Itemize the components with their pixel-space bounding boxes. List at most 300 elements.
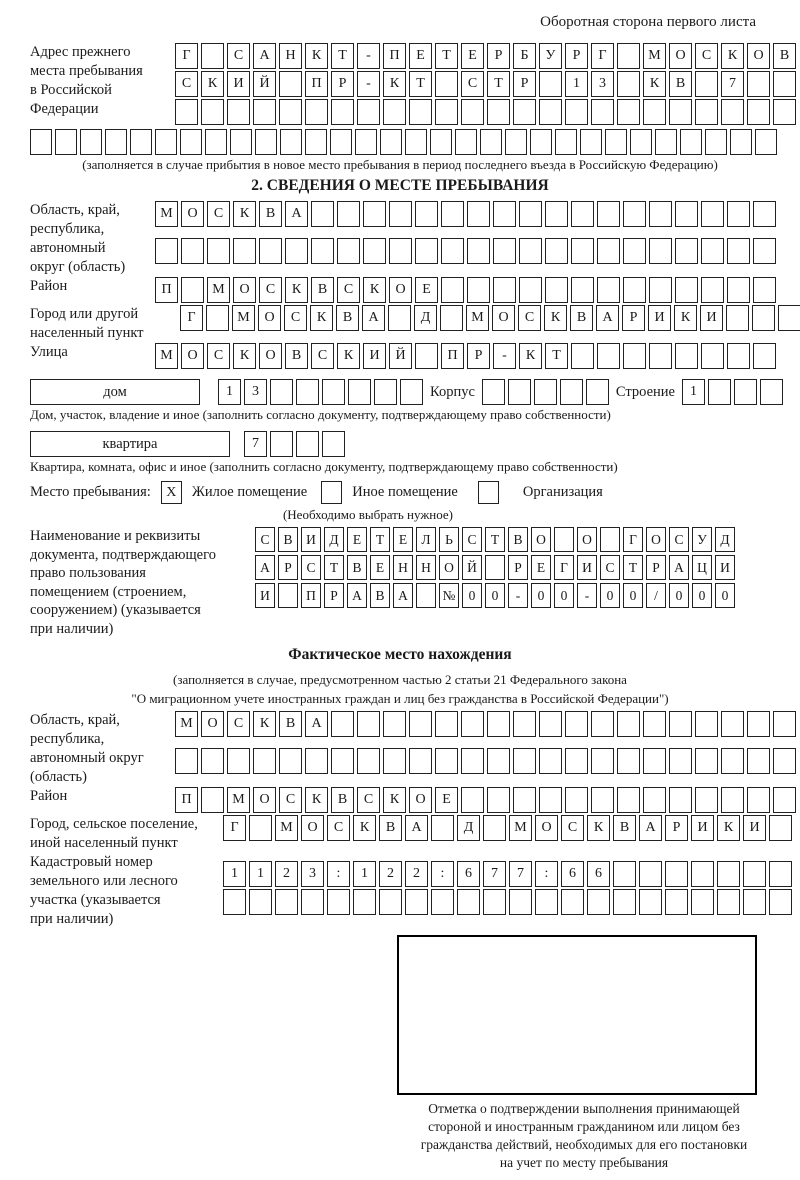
char-cell[interactable]: С (311, 343, 334, 369)
char-cell[interactable] (519, 277, 542, 303)
char-cell[interactable] (201, 787, 224, 813)
char-cell[interactable] (639, 861, 662, 887)
char-cell[interactable]: Г (554, 555, 574, 580)
char-cell[interactable]: 7 (509, 861, 532, 887)
char-cell[interactable]: В (773, 43, 796, 69)
char-cell[interactable]: Р (665, 815, 688, 841)
char-cell[interactable]: 7 (244, 431, 267, 457)
char-cell[interactable] (680, 129, 702, 155)
char-cell[interactable] (483, 889, 506, 915)
char-cell[interactable] (322, 379, 345, 405)
char-cell[interactable]: И (691, 815, 714, 841)
char-cell[interactable]: И (363, 343, 386, 369)
char-cell[interactable]: К (519, 343, 542, 369)
char-cell[interactable] (201, 99, 224, 125)
char-cell[interactable]: Н (393, 555, 413, 580)
char-cell[interactable] (701, 201, 724, 227)
char-cell[interactable] (613, 889, 636, 915)
char-cell[interactable] (565, 711, 588, 737)
char-cell[interactable] (591, 711, 614, 737)
char-cell[interactable] (487, 787, 510, 813)
char-cell[interactable]: С (301, 555, 321, 580)
char-cell[interactable] (311, 238, 334, 264)
char-cell[interactable]: 0 (715, 583, 735, 608)
char-cell[interactable] (270, 431, 293, 457)
char-cell[interactable]: О (201, 711, 224, 737)
char-cell[interactable] (337, 201, 360, 227)
char-cell[interactable] (539, 711, 562, 737)
char-cell[interactable] (130, 129, 152, 155)
char-cell[interactable] (519, 201, 542, 227)
char-cell[interactable] (253, 99, 276, 125)
char-cell[interactable] (773, 748, 796, 774)
char-cell[interactable] (721, 748, 744, 774)
char-cell[interactable] (597, 238, 620, 264)
char-cell[interactable]: К (285, 277, 308, 303)
char-cell[interactable] (348, 379, 371, 405)
char-cell[interactable]: С (600, 555, 620, 580)
char-cell[interactable]: - (357, 71, 380, 97)
char-cell[interactable]: К (587, 815, 610, 841)
char-cell[interactable] (617, 711, 640, 737)
char-cell[interactable]: Д (324, 527, 344, 552)
char-cell[interactable]: Ц (692, 555, 712, 580)
char-cell[interactable]: 6 (587, 861, 610, 887)
char-cell[interactable] (255, 129, 277, 155)
char-cell[interactable] (649, 343, 672, 369)
char-cell[interactable]: : (431, 861, 454, 887)
char-cell[interactable] (545, 201, 568, 227)
char-cell[interactable] (669, 99, 692, 125)
char-cell[interactable]: К (305, 43, 328, 69)
char-cell[interactable] (275, 889, 298, 915)
char-cell[interactable] (487, 748, 510, 774)
char-cell[interactable] (617, 99, 640, 125)
char-cell[interactable]: А (393, 583, 413, 608)
char-cell[interactable]: 7 (721, 71, 744, 97)
char-cell[interactable] (383, 711, 406, 737)
char-cell[interactable] (539, 99, 562, 125)
char-cell[interactable]: С (561, 815, 584, 841)
char-cell[interactable]: Р (622, 305, 645, 331)
char-cell[interactable]: О (747, 43, 770, 69)
char-cell[interactable]: К (544, 305, 567, 331)
char-cell[interactable]: Т (370, 527, 390, 552)
char-cell[interactable] (643, 787, 666, 813)
char-cell[interactable]: С (175, 71, 198, 97)
char-cell[interactable]: С (207, 343, 230, 369)
char-cell[interactable] (675, 201, 698, 227)
char-cell[interactable] (717, 889, 740, 915)
char-cell[interactable] (80, 129, 102, 155)
char-cell[interactable]: Г (223, 815, 246, 841)
char-cell[interactable]: А (669, 555, 689, 580)
char-cell[interactable] (457, 889, 480, 915)
char-cell[interactable]: Е (409, 43, 432, 69)
char-cell[interactable] (773, 71, 796, 97)
char-cell[interactable]: 3 (301, 861, 324, 887)
char-cell[interactable]: И (301, 527, 321, 552)
char-cell[interactable] (285, 238, 308, 264)
char-cell[interactable] (431, 889, 454, 915)
char-cell[interactable]: С (669, 527, 689, 552)
char-cell[interactable] (485, 555, 505, 580)
char-cell[interactable]: Р (513, 71, 536, 97)
char-cell[interactable] (105, 129, 127, 155)
char-cell[interactable] (305, 129, 327, 155)
char-cell[interactable]: В (336, 305, 359, 331)
char-cell[interactable]: 1 (682, 379, 705, 405)
char-cell[interactable] (409, 99, 432, 125)
char-cell[interactable]: И (743, 815, 766, 841)
char-cell[interactable]: Й (389, 343, 412, 369)
char-cell[interactable] (383, 748, 406, 774)
char-cell[interactable]: О (492, 305, 515, 331)
char-cell[interactable] (773, 711, 796, 737)
char-cell[interactable] (388, 305, 411, 331)
char-cell[interactable] (357, 711, 380, 737)
char-cell[interactable]: Т (331, 43, 354, 69)
char-cell[interactable]: Е (393, 527, 413, 552)
char-cell[interactable]: П (305, 71, 328, 97)
char-cell[interactable] (206, 305, 229, 331)
char-cell[interactable] (389, 201, 412, 227)
char-cell[interactable] (280, 129, 302, 155)
char-cell[interactable]: В (331, 787, 354, 813)
char-cell[interactable]: В (279, 711, 302, 737)
char-cell[interactable]: В (347, 555, 367, 580)
char-cell[interactable]: 2 (405, 861, 428, 887)
char-cell[interactable] (571, 277, 594, 303)
house-type-box[interactable]: дом (30, 379, 200, 405)
char-cell[interactable] (278, 583, 298, 608)
char-cell[interactable]: О (535, 815, 558, 841)
char-cell[interactable]: О (181, 201, 204, 227)
char-cell[interactable]: Т (487, 71, 510, 97)
char-cell[interactable] (233, 238, 256, 264)
char-cell[interactable] (207, 238, 230, 264)
char-cell[interactable]: 0 (531, 583, 551, 608)
char-cell[interactable]: 1 (353, 861, 376, 887)
char-cell[interactable] (705, 129, 727, 155)
char-cell[interactable] (695, 711, 718, 737)
char-cell[interactable] (513, 748, 536, 774)
char-cell[interactable] (441, 238, 464, 264)
char-cell[interactable] (675, 277, 698, 303)
char-cell[interactable] (493, 277, 516, 303)
char-cell[interactable] (223, 889, 246, 915)
char-cell[interactable] (279, 748, 302, 774)
char-cell[interactable] (337, 238, 360, 264)
char-cell[interactable]: В (669, 71, 692, 97)
char-cell[interactable] (539, 748, 562, 774)
char-cell[interactable]: С (462, 527, 482, 552)
char-cell[interactable]: К (721, 43, 744, 69)
char-cell[interactable]: С (284, 305, 307, 331)
char-cell[interactable]: 0 (600, 583, 620, 608)
char-cell[interactable]: О (233, 277, 256, 303)
char-cell[interactable] (180, 129, 202, 155)
char-cell[interactable] (617, 71, 640, 97)
char-cell[interactable] (773, 787, 796, 813)
char-cell[interactable]: 0 (554, 583, 574, 608)
char-cell[interactable]: Р (278, 555, 298, 580)
char-cell[interactable] (587, 889, 610, 915)
char-cell[interactable] (655, 129, 677, 155)
char-cell[interactable] (355, 129, 377, 155)
char-cell[interactable]: В (613, 815, 636, 841)
char-cell[interactable] (331, 99, 354, 125)
char-cell[interactable] (435, 99, 458, 125)
char-cell[interactable] (230, 129, 252, 155)
char-cell[interactable] (747, 71, 770, 97)
char-cell[interactable]: Р (565, 43, 588, 69)
char-cell[interactable] (565, 99, 588, 125)
char-cell[interactable]: 2 (275, 861, 298, 887)
char-cell[interactable]: С (255, 527, 275, 552)
char-cell[interactable]: Л (416, 527, 436, 552)
char-cell[interactable] (747, 99, 770, 125)
char-cell[interactable]: Т (324, 555, 344, 580)
char-cell[interactable] (155, 238, 178, 264)
char-cell[interactable]: У (692, 527, 712, 552)
char-cell[interactable]: В (311, 277, 334, 303)
char-cell[interactable] (669, 787, 692, 813)
char-cell[interactable] (493, 238, 516, 264)
char-cell[interactable] (597, 343, 620, 369)
char-cell[interactable] (753, 201, 776, 227)
char-cell[interactable] (605, 129, 627, 155)
char-cell[interactable] (363, 201, 386, 227)
char-cell[interactable]: Т (409, 71, 432, 97)
char-cell[interactable]: 0 (669, 583, 689, 608)
char-cell[interactable]: Н (416, 555, 436, 580)
char-cell[interactable]: С (327, 815, 350, 841)
char-cell[interactable]: К (233, 343, 256, 369)
char-cell[interactable]: А (405, 815, 428, 841)
char-cell[interactable]: 0 (485, 583, 505, 608)
char-cell[interactable] (305, 99, 328, 125)
char-cell[interactable]: Т (545, 343, 568, 369)
char-cell[interactable]: С (279, 787, 302, 813)
char-cell[interactable]: О (646, 527, 666, 552)
char-cell[interactable]: С (259, 277, 282, 303)
char-cell[interactable]: Р (508, 555, 528, 580)
char-cell[interactable]: Е (531, 555, 551, 580)
char-cell[interactable] (513, 99, 536, 125)
char-cell[interactable]: М (275, 815, 298, 841)
char-cell[interactable] (330, 129, 352, 155)
char-cell[interactable] (201, 748, 224, 774)
char-cell[interactable] (743, 889, 766, 915)
stay-option-checkbox-other[interactable] (321, 481, 342, 504)
char-cell[interactable]: А (347, 583, 367, 608)
char-cell[interactable] (455, 129, 477, 155)
char-cell[interactable]: К (310, 305, 333, 331)
char-cell[interactable] (597, 277, 620, 303)
char-cell[interactable]: Г (591, 43, 614, 69)
char-cell[interactable] (695, 71, 718, 97)
char-cell[interactable] (405, 889, 428, 915)
char-cell[interactable] (571, 343, 594, 369)
char-cell[interactable]: Т (485, 527, 505, 552)
char-cell[interactable]: В (259, 201, 282, 227)
char-cell[interactable] (649, 238, 672, 264)
char-cell[interactable] (701, 277, 724, 303)
char-cell[interactable]: Е (347, 527, 367, 552)
char-cell[interactable]: К (201, 71, 224, 97)
char-cell[interactable] (675, 343, 698, 369)
char-cell[interactable]: О (577, 527, 597, 552)
char-cell[interactable]: 6 (561, 861, 584, 887)
char-cell[interactable]: М (155, 201, 178, 227)
char-cell[interactable]: В (370, 583, 390, 608)
char-cell[interactable] (181, 238, 204, 264)
char-cell[interactable] (409, 711, 432, 737)
char-cell[interactable]: Т (435, 43, 458, 69)
char-cell[interactable] (440, 305, 463, 331)
char-cell[interactable]: Р (487, 43, 510, 69)
char-cell[interactable]: № (439, 583, 459, 608)
char-cell[interactable]: М (509, 815, 532, 841)
char-cell[interactable]: М (232, 305, 255, 331)
char-cell[interactable]: В (508, 527, 528, 552)
char-cell[interactable] (513, 787, 536, 813)
char-cell[interactable]: Г (180, 305, 203, 331)
char-cell[interactable] (555, 129, 577, 155)
char-cell[interactable] (155, 129, 177, 155)
apartment-type-box[interactable]: квартира (30, 431, 230, 457)
char-cell[interactable] (380, 129, 402, 155)
char-cell[interactable] (727, 201, 750, 227)
char-cell[interactable] (467, 277, 490, 303)
char-cell[interactable] (545, 277, 568, 303)
char-cell[interactable] (509, 889, 532, 915)
char-cell[interactable] (623, 201, 646, 227)
char-cell[interactable]: О (389, 277, 412, 303)
char-cell[interactable] (727, 238, 750, 264)
char-cell[interactable] (374, 379, 397, 405)
char-cell[interactable] (747, 787, 770, 813)
char-cell[interactable]: Н (279, 43, 302, 69)
char-cell[interactable] (630, 129, 652, 155)
char-cell[interactable] (331, 748, 354, 774)
char-cell[interactable]: Г (175, 43, 198, 69)
char-cell[interactable] (753, 343, 776, 369)
stay-option-checkbox-residential[interactable]: X (161, 481, 182, 504)
char-cell[interactable]: / (646, 583, 666, 608)
char-cell[interactable]: - (508, 583, 528, 608)
char-cell[interactable] (530, 129, 552, 155)
char-cell[interactable] (560, 379, 583, 405)
char-cell[interactable] (227, 748, 250, 774)
char-cell[interactable] (597, 201, 620, 227)
char-cell[interactable] (301, 889, 324, 915)
char-cell[interactable] (571, 201, 594, 227)
char-cell[interactable] (778, 305, 800, 331)
char-cell[interactable] (721, 99, 744, 125)
char-cell[interactable] (327, 889, 350, 915)
char-cell[interactable] (461, 748, 484, 774)
char-cell[interactable]: К (305, 787, 328, 813)
char-cell[interactable]: 1 (223, 861, 246, 887)
char-cell[interactable]: К (253, 711, 276, 737)
char-cell[interactable]: И (255, 583, 275, 608)
char-cell[interactable] (415, 238, 438, 264)
char-cell[interactable] (311, 201, 334, 227)
char-cell[interactable] (701, 238, 724, 264)
char-cell[interactable] (508, 379, 531, 405)
char-cell[interactable]: О (669, 43, 692, 69)
char-cell[interactable]: С (337, 277, 360, 303)
char-cell[interactable] (623, 343, 646, 369)
char-cell[interactable]: В (278, 527, 298, 552)
char-cell[interactable] (695, 748, 718, 774)
char-cell[interactable]: М (466, 305, 489, 331)
char-cell[interactable] (755, 129, 777, 155)
char-cell[interactable] (416, 583, 436, 608)
char-cell[interactable] (405, 129, 427, 155)
char-cell[interactable] (649, 277, 672, 303)
char-cell[interactable] (691, 861, 714, 887)
char-cell[interactable] (383, 99, 406, 125)
char-cell[interactable] (617, 787, 640, 813)
char-cell[interactable] (565, 748, 588, 774)
char-cell[interactable]: С (207, 201, 230, 227)
char-cell[interactable] (55, 129, 77, 155)
char-cell[interactable]: О (531, 527, 551, 552)
char-cell[interactable]: С (227, 43, 250, 69)
char-cell[interactable]: О (253, 787, 276, 813)
char-cell[interactable] (467, 201, 490, 227)
char-cell[interactable]: Р (331, 71, 354, 97)
char-cell[interactable] (721, 711, 744, 737)
char-cell[interactable]: Р (646, 555, 666, 580)
char-cell[interactable] (259, 238, 282, 264)
char-cell[interactable]: П (155, 277, 178, 303)
char-cell[interactable] (565, 787, 588, 813)
char-cell[interactable]: В (285, 343, 308, 369)
char-cell[interactable] (482, 379, 505, 405)
char-cell[interactable]: С (695, 43, 718, 69)
char-cell[interactable]: 0 (623, 583, 643, 608)
char-cell[interactable]: М (643, 43, 666, 69)
char-cell[interactable] (357, 99, 380, 125)
char-cell[interactable] (753, 277, 776, 303)
char-cell[interactable] (400, 379, 423, 405)
char-cell[interactable] (461, 711, 484, 737)
char-cell[interactable] (554, 527, 574, 552)
char-cell[interactable]: М (207, 277, 230, 303)
char-cell[interactable] (505, 129, 527, 155)
char-cell[interactable] (730, 129, 752, 155)
char-cell[interactable]: 1 (565, 71, 588, 97)
char-cell[interactable]: В (570, 305, 593, 331)
char-cell[interactable] (734, 379, 757, 405)
char-cell[interactable] (591, 748, 614, 774)
char-cell[interactable]: Ь (439, 527, 459, 552)
char-cell[interactable] (695, 787, 718, 813)
char-cell[interactable] (665, 889, 688, 915)
char-cell[interactable] (539, 787, 562, 813)
char-cell[interactable]: К (383, 71, 406, 97)
char-cell[interactable]: Е (461, 43, 484, 69)
char-cell[interactable] (270, 379, 293, 405)
char-cell[interactable] (435, 748, 458, 774)
char-cell[interactable] (181, 277, 204, 303)
char-cell[interactable]: И (227, 71, 250, 97)
char-cell[interactable] (717, 861, 740, 887)
